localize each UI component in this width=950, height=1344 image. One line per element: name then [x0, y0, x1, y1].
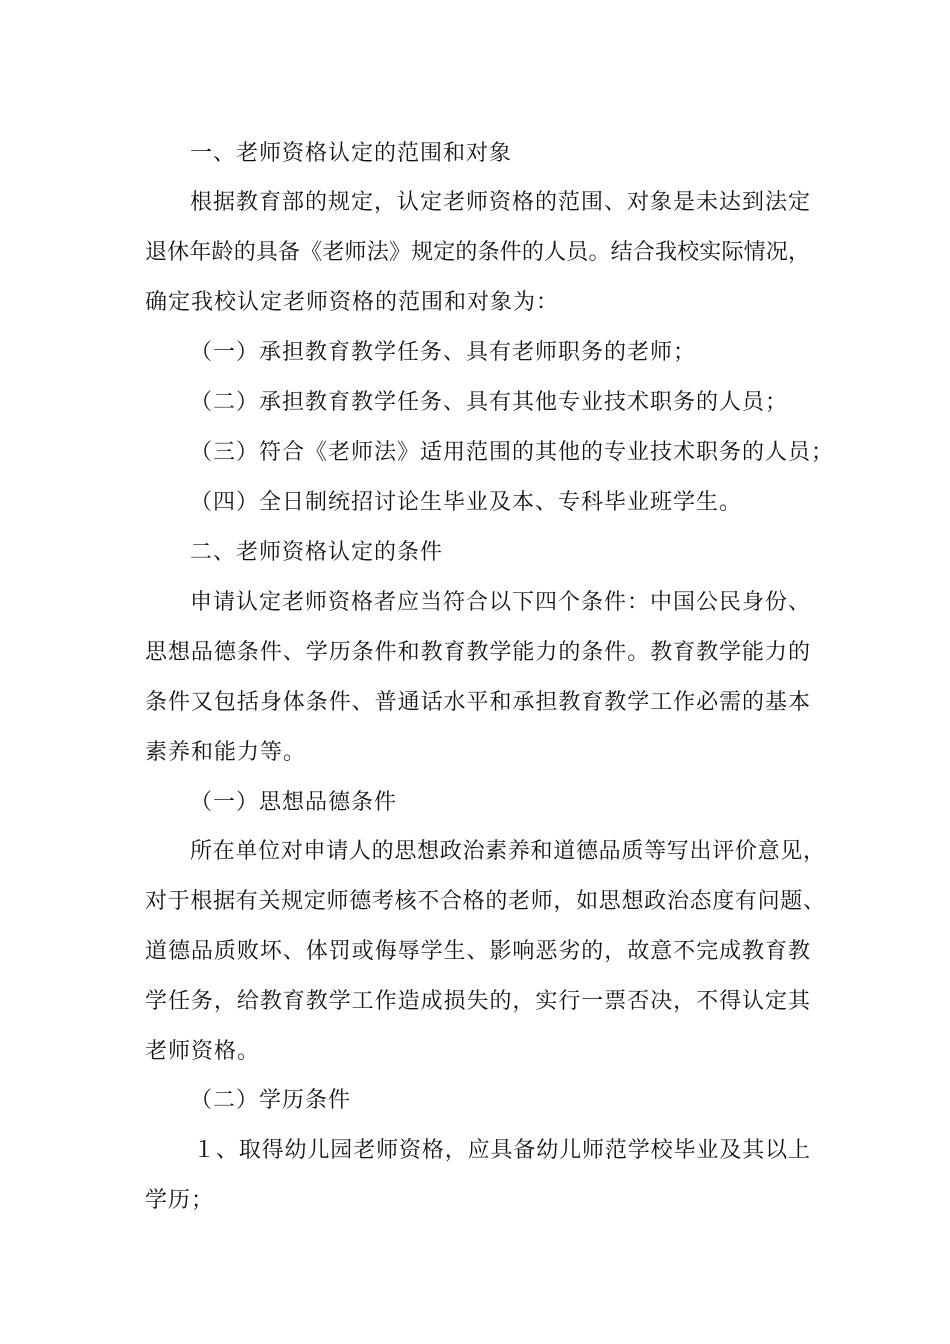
list-item: （四）全日制统招讨论生毕业及本、专科毕业班学生。 — [190, 490, 743, 515]
paragraph-line: 思想品德条件、学历条件和教育教学能力的条件。教育教学能力的 — [145, 640, 810, 665]
list-item: （一）承担教育教学任务、具有老师职务的老师； — [190, 340, 697, 365]
paragraph-line: 根据教育部的规定，认定老师资格的范围、对象是未达到法定 — [190, 190, 810, 215]
paragraph-line: 老师资格。 — [145, 1039, 261, 1064]
subheading-education: （二）学历条件 — [190, 1088, 352, 1113]
paragraph-line: 对于根据有关规定师德考核不合格的老师，如思想政治态度有问题、 — [145, 889, 825, 914]
paragraph-line: 素养和能力等。 — [145, 740, 307, 765]
heading-conditions: 二、老师资格认定的条件 — [190, 540, 444, 565]
paragraph-line: 学历； — [145, 1188, 215, 1213]
paragraph-line: 学任务，给教育教学工作造成损失的，实行一票否决，不得认定其 — [145, 989, 810, 1014]
paragraph-line: 确定我校认定老师资格的范围和对象为： — [145, 290, 560, 315]
paragraph-line: 退休年龄的具备《老师法》规定的条件的人员。结合我校实际情况， — [145, 240, 810, 265]
list-item: （三）符合《老师法》适用范围的其他的专业技术职务的人员； — [190, 440, 835, 465]
list-item: （二）承担教育教学任务、具有其他专业技术职务的人员； — [190, 390, 789, 415]
paragraph-line: 条件又包括身体条件、普通话水平和承担教育教学工作必需的基本 — [145, 690, 810, 715]
heading-scope: 一、老师资格认定的范围和对象 — [190, 141, 513, 166]
paragraph-line: １、取得幼儿园老师资格，应具备幼儿师范学校毕业及其以上 — [193, 1138, 810, 1163]
paragraph-line: 道德品质败坏、体罚或侮辱学生、影响恶劣的，故意不完成教育教 — [145, 939, 810, 964]
paragraph-line: 所在单位对申请人的思想政治素养和道德品质等写出评价意见， — [190, 839, 825, 864]
paragraph-line: 申请认定老师资格者应当符合以下四个条件：中国公民身份、 — [190, 590, 810, 615]
subheading-moral: （一）思想品德条件 — [190, 790, 398, 815]
